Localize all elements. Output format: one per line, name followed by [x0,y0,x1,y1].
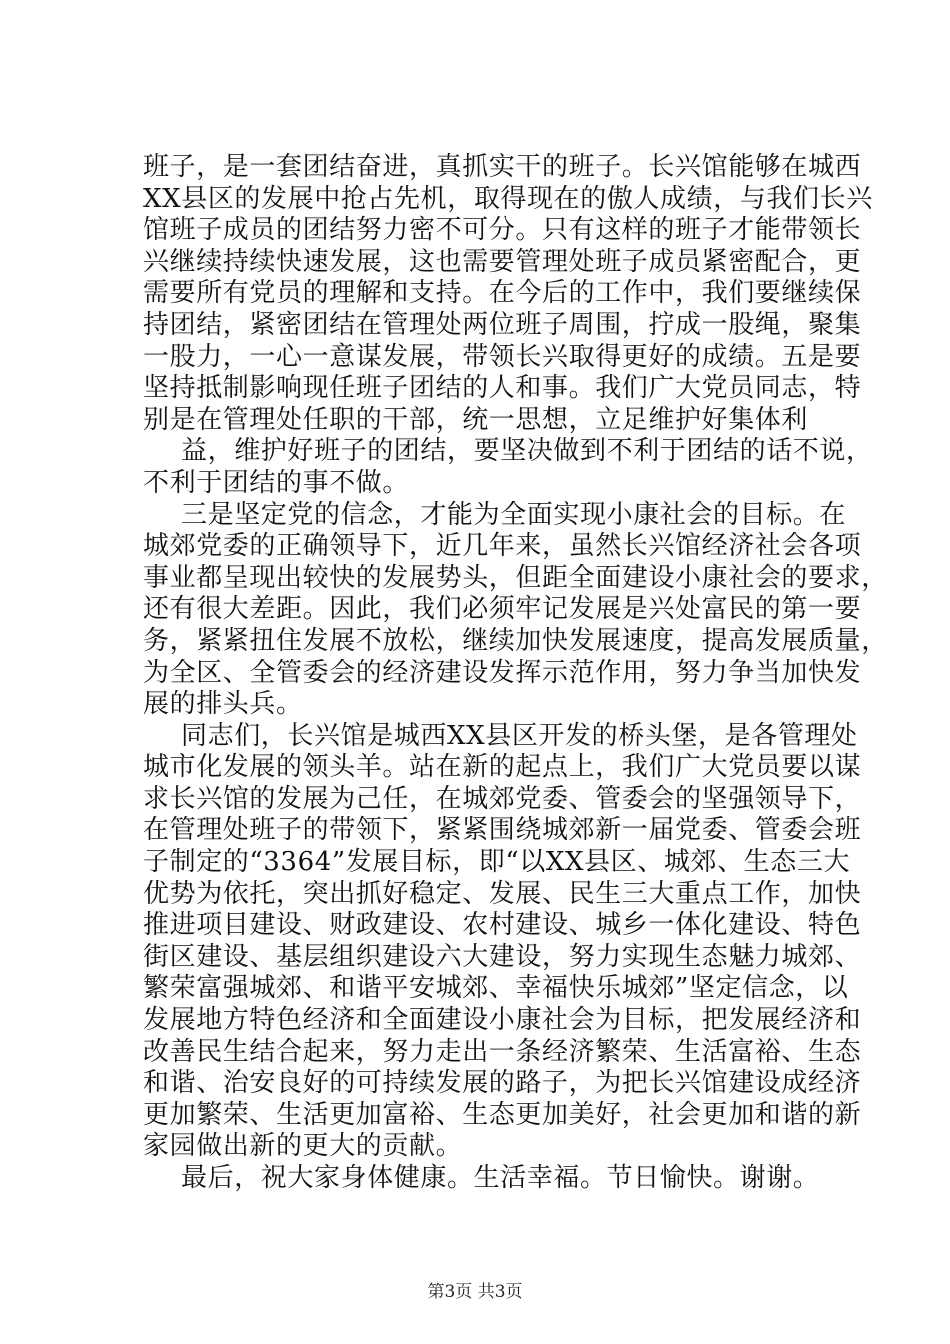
text-line: 别是在管理处任职的干部，统一思想，立足维护好集体利 [143,404,809,435]
text-line: 改善民生结合起来，努力走出一条经济繁荣、生活富裕、生态 [143,1036,862,1067]
text-line: 城郊党委的正确领导下，近几年来，虽然长兴馆经济社会各项 [143,531,862,562]
text-line: 还有很大差距。因此，我们必须牢记发展是兴处富民的第一要 [143,594,862,625]
text-line: 同志们，长兴馆是城西XX县区开发的桥头堡，是各管理处 [181,720,858,751]
text-line: 发展地方特色经济和全面建设小康社会为目标，把发展经济和 [143,1005,862,1036]
text-line: 益，维护好班子的团结，要坚决做到不利于团结的话不说， [181,436,873,467]
document-body [143,152,888,1195]
text-line: 坚持抵制影响现任班子团结的人和事。我们广大党员同志，特 [143,373,862,404]
text-line: 和谐、治安良好的可持续发展的路子，为把长兴馆建设成经济 [143,1068,862,1099]
text-line: 需要所有党员的理解和支持。在今后的工作中，我们要继续保 [143,278,862,309]
text-line: 务，紧紧扭住发展不放松，继续加快发展速度，提高发展质量， [143,625,888,656]
text-line: 城市化发展的领头羊。站在新的起点上，我们广大党员要以谋 [143,752,862,783]
text-line: 一股力，一心一意谋发展，带领长兴取得更好的成绩。五是要 [143,341,862,372]
text-line: 最后，祝大家身体健康。生活幸福。节日愉快。谢谢。 [181,1163,820,1193]
text-line: 推进项目建设、财政建设、农村建设、城乡一体化建设、特色 [143,910,862,941]
text-line: 展的排头兵。 [143,689,303,720]
text-line: 优势为依托，突出抓好稳定、发展、民生三大重点工作，加快 [143,878,862,909]
text-line: 兴继续持续快速发展，这也需要管理处班子成员紧密配合，更 [143,246,862,277]
text-line: 求长兴馆的发展为己任，在城郊党委、管委会的坚强领导下， [143,783,862,814]
text-line: 家园做出新的更大的贡献。 [143,1131,463,1162]
text-line: 为全区、全管委会的经济建设发挥示范作用，努力争当加快发 [143,657,862,688]
text-line: XX县区的发展中抢占先机，取得现在的傲人成绩，与我们长兴 [143,183,873,214]
text-line: 持团结，紧密团结在管理处两位班子周围，拧成一股绳，聚集 [143,309,862,340]
text-line: 繁荣富强城郊、和谐平安城郊、幸福快乐城郊”坚定信念，以 [143,973,849,1004]
text-line: 街区建设、基层组织建设六大建设，努力实现生态魅力城郊、 [143,941,862,972]
text-line: 不利于团结的事不做。 [143,467,410,498]
text-line: 事业都呈现出较快的发展势头，但距全面建设小康社会的要求， [143,562,888,593]
text-line: 三是坚定党的信念，才能为全面实现小康社会的目标。在 [181,499,847,530]
text-line: 班子，是一套团结奋进，真抓实干的班子。长兴馆能够在城西 [143,152,862,182]
text-line: 在管理处班子的带领下，紧紧围绕城郊新一届党委、管委会班 [143,815,862,846]
text-line: 子制定的“3364”发展目标，即“以XX县区、城郊、生态三大 [143,847,851,878]
page-footer: 第3页 共3页 [427,1282,523,1302]
text-line: 馆班子成员的团结努力密不可分。只有这样的班子才能带领长 [143,215,862,246]
text-line: 更加繁荣、生活更加富裕、生态更加美好，社会更加和谐的新 [143,1099,862,1130]
